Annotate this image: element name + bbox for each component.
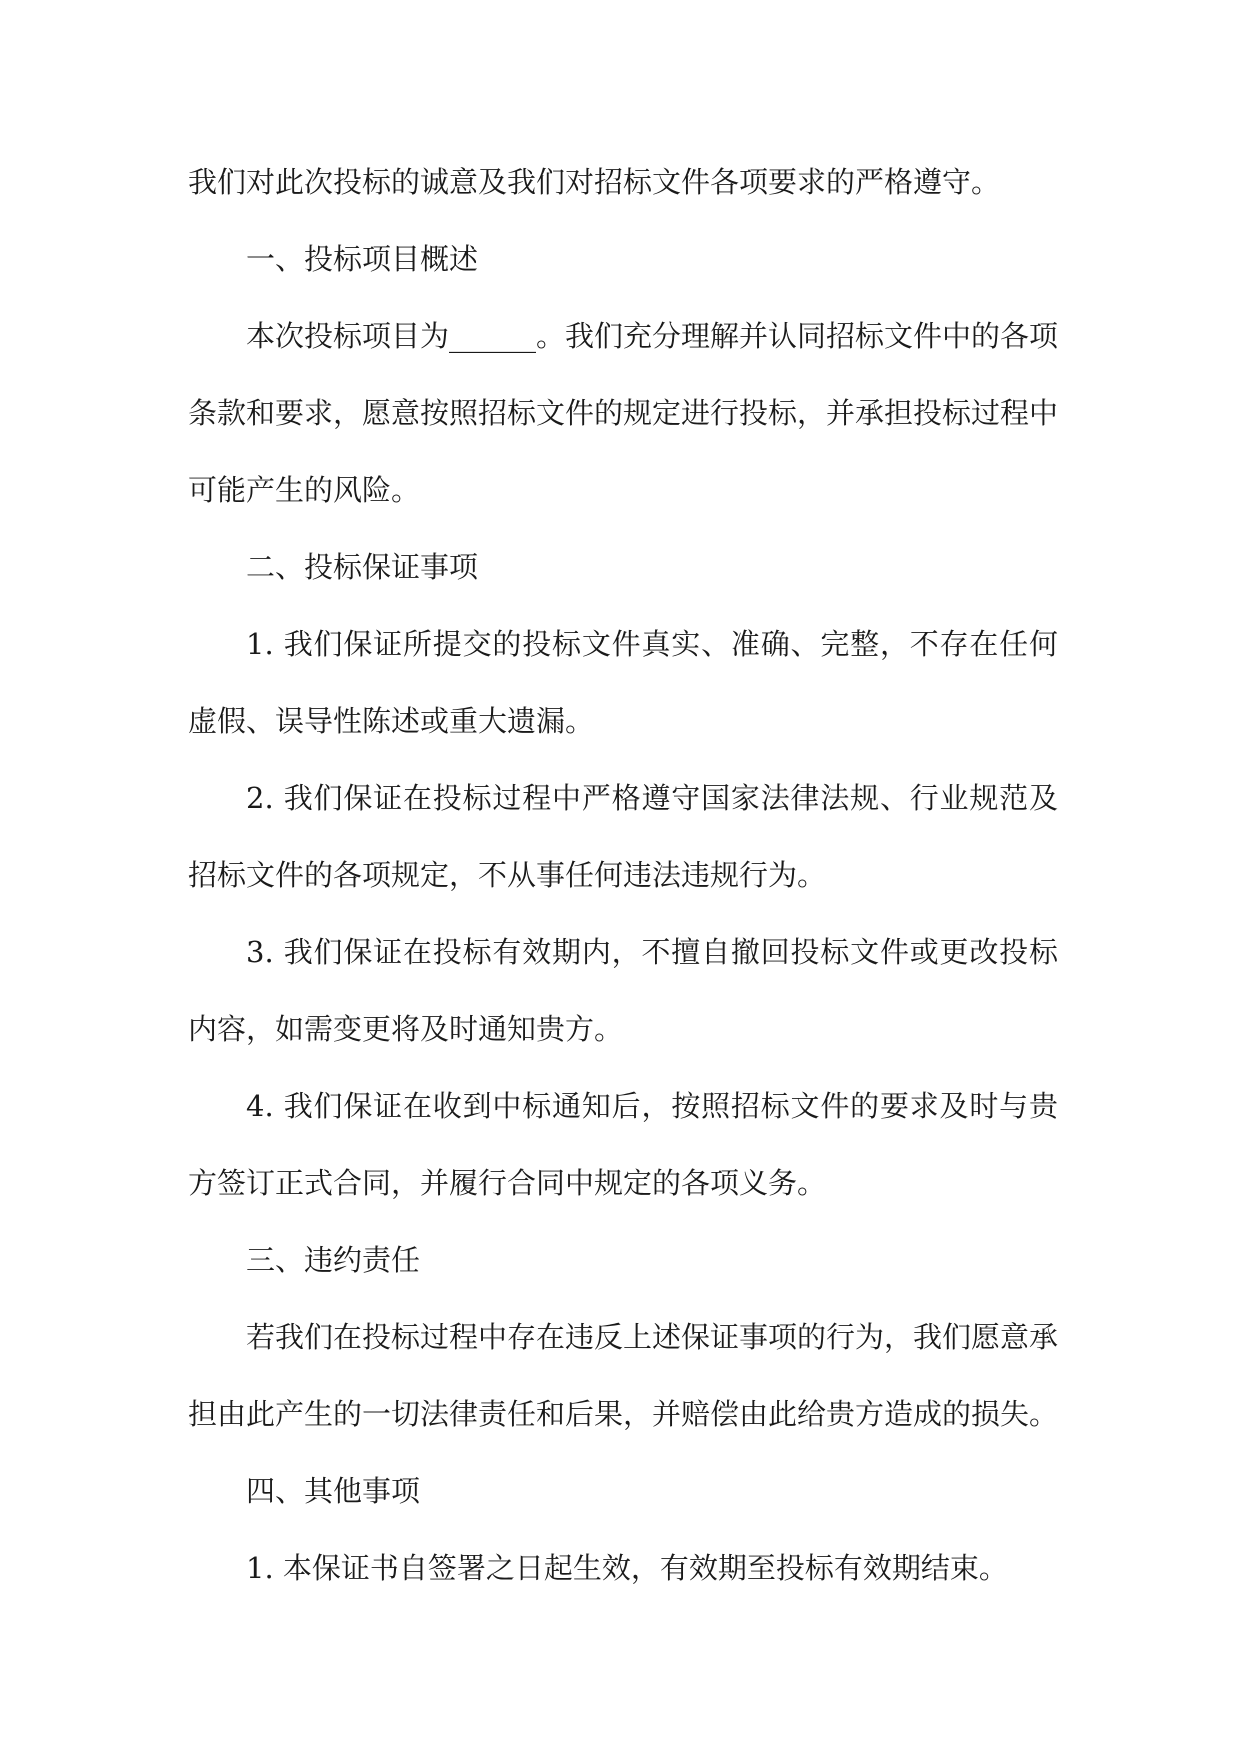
guarantee-item-2: 2. 我们保证在投标过程中严格遵守国家法律法规、行业规范及招标文件的各项规定，不从事任何违法违规行为。: [188, 781, 1058, 892]
intro-continuation-paragraph: 我们对此次投标的诚意及我们对招标文件各项要求的严格遵守。: [188, 165, 1001, 199]
section-heading-guarantee-items: 二、投标保证事项: [246, 550, 479, 584]
guarantee-item-4: 4. 我们保证在收到中标通知后，按照招标文件的要求及时与贵方签订正式合同，并履行合同中规定的各项义务。: [188, 1089, 1058, 1200]
guarantee-item-3: 3. 我们保证在投标有效期内，不擅自撤回投标文件或更改投标内容，如需变更将及时通知贵方。: [188, 935, 1058, 1046]
guarantee-item-1: 1. 我们保证所提交的投标文件真实、准确、完整，不存在任何虚假、误导性陈述或重大遗漏。: [188, 627, 1058, 738]
document-body: [188, 144, 1058, 1607]
other-matters-item-1: 1. 本保证书自签署之日起生效，有效期至投标有效期结束。: [246, 1551, 1008, 1585]
section-heading-project-overview: 一、投标项目概述: [246, 242, 479, 276]
project-overview-paragraph: 本次投标项目为______。我们充分理解并认同招标文件中的各项条款和要求，愿意按照招标文件的规定进行投标，并承担投标过程中可能产生的风险。: [188, 319, 1059, 507]
section-heading-other-matters: 四、其他事项: [246, 1474, 421, 1508]
section-heading-liability: 三、违约责任: [246, 1243, 421, 1277]
liability-paragraph: 若我们在投标过程中存在违反上述保证事项的行为，我们愿意承担由此产生的一切法律责任和后果，并赔偿由此给贵方造成的损失。: [188, 1320, 1059, 1431]
